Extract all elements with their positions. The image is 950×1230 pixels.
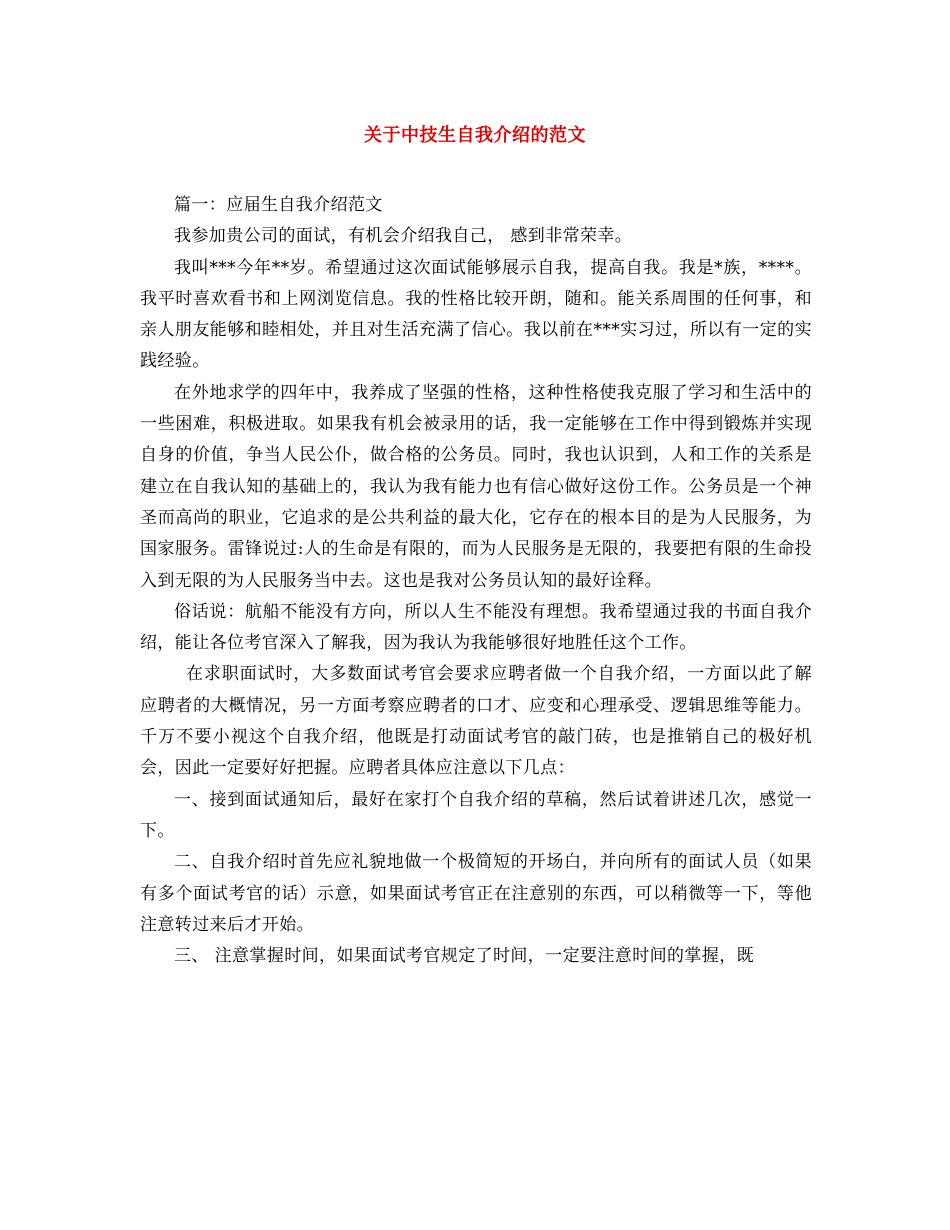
list-item: 一、接到面试通知后，最好在家打个自我介绍的草稿，然后试着讲述几次，感觉一下。 (140, 789, 812, 841)
paragraph: 俗话说：航船不能没有方向，所以人生不能没有理想。我希望通过我的书面自我介绍，能让各位考官深入了解我，因为我认为我能够很好地胜任这个工作。 (140, 601, 812, 654)
list-item: 二、自我介绍时首先应礼貌地做一个极简短的开场白，并向所有的面试人员（如果有多个面试考官的话）示意，如果面试考官正在注意别的东西，可以稍微等一下，等他注意转过来后才开始。 (140, 852, 812, 935)
paragraph: 在求职面试时，大多数面试考官会要求应聘者做一个自我介绍，一方面以此了解应聘者的大概情况，另一方面考察应聘者的口才、应变和心理承受、逻辑思维等能力。千万不要小视这个自我介绍，他既是打动面试考官的敲门砖，也是推销自己的极好机会，因此一定要好好把握。应聘者具体应注意以下几点： (140, 664, 812, 779)
document-body (140, 190, 812, 972)
paragraph: 我参加贵公司的面试，有机会介绍我自己， 感到非常荣幸。 (174, 226, 633, 247)
list-item: 三、 注意掌握时间，如果面试考官规定了时间，一定要注意时间的掌握，既 (174, 946, 755, 967)
section-heading: 篇一：应届生自我介绍范文 (174, 195, 383, 215)
document-title: 关于中技生自我介绍的范文 (364, 125, 586, 146)
paragraph: 我叫***今年**岁。希望通过这次面试能够展示自我，提高自我。我是*族，****。我平时喜欢看书和上网浏览信息。我的性格比较开朗，随和。能关系周围的任何事，和亲人朋友能够和睦相处，并且对生活充满了信心。我以前在***实习过，所以有一定的实践经验。 (140, 257, 812, 372)
paragraph: 在外地求学的四年中，我养成了坚强的性格，这种性格使我克服了学习和生活中的一些困难，积极进取。如果我有机会被录用的话，我一定能够在工作中得到锻炼并实现自身的价值，争当人民公仆，做合格的公务员。同时，我也认识到，人和工作的关系是建立在自我认知的基础上的，我认为我有能力也有信心做好这份工作。公务员是一个神圣而高尚的职业，它追求的是公共利益的最大化，它存在的根本目的是为人民服务，为国家服务。雷锋说过:人的生命是有限的，而为人民服务是无限的，我要把有限的生命投入到无限的为人民服务当中去。这也是我对公务员认知的最好诠释。 (140, 382, 812, 591)
